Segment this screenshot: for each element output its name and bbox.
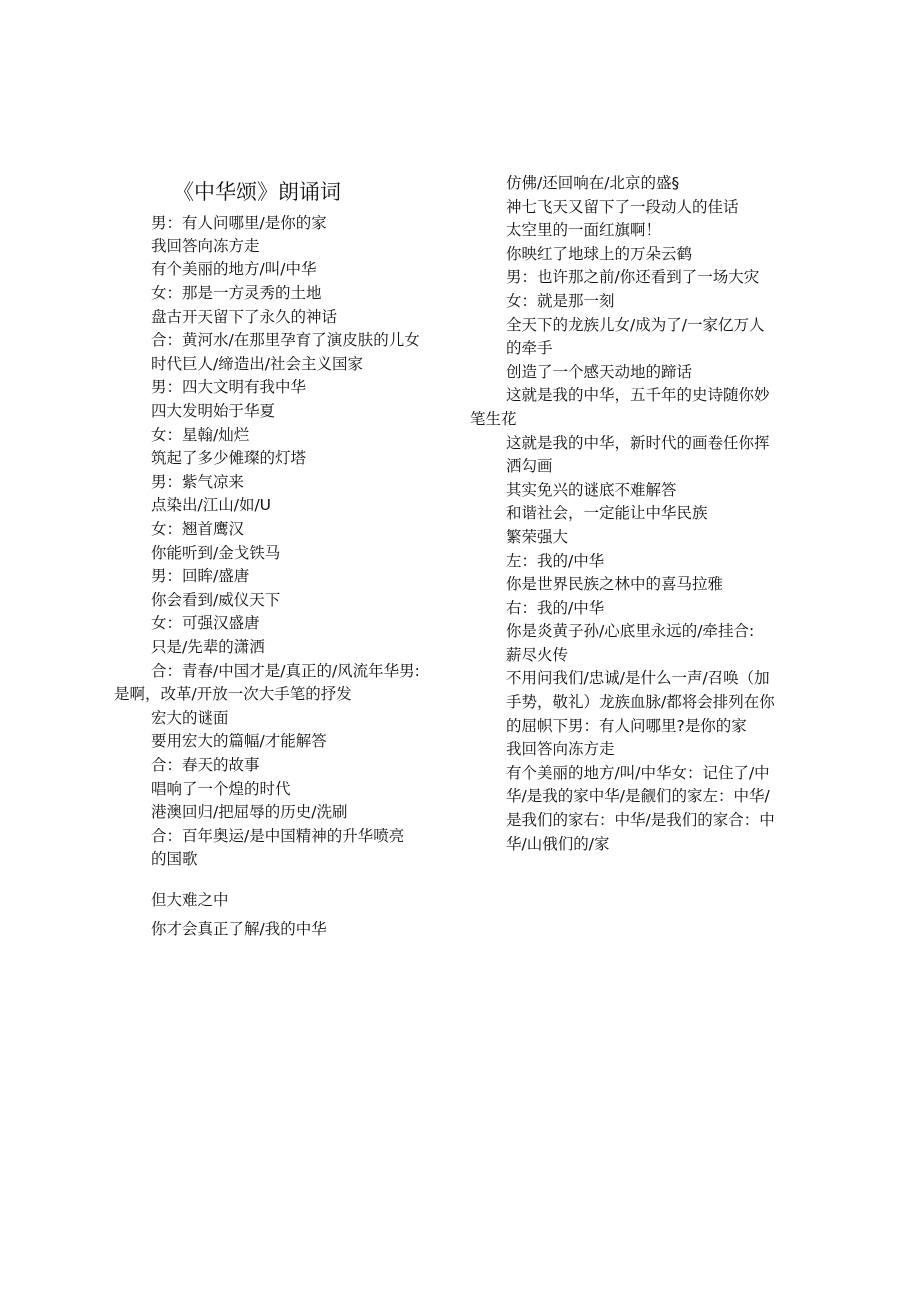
poem-line: 繁荣强大: [506, 528, 569, 546]
poem-line: 女：可强汉盛唐: [151, 614, 260, 632]
poem-line: 太空里的一面红旗啊！: [506, 221, 662, 239]
poem-line: 合：青春/中国才是/真正的/风流年华男:: [151, 662, 420, 680]
poem-line: 创造了一个感天动地的蹄话: [506, 363, 693, 381]
poem-line: 左：我的/中华: [506, 552, 605, 570]
poem-line: 我回答向冻方走: [506, 740, 615, 758]
poem-line: 你才会真正了解/我的中华: [151, 920, 327, 938]
poem-line: 华/山俄们的/家: [506, 835, 610, 853]
poem-line: 合：百年奥运/是中国精神的升华喷亮: [151, 827, 405, 845]
poem-line: 其实免兴的谜底不难解答: [506, 481, 677, 499]
poem-line: 合：春天的故事: [151, 756, 260, 774]
poem-line: 时代巨人/缔造出/社会主义国家: [151, 355, 363, 373]
poem-line: 四大发明始于华夏: [151, 402, 276, 420]
poem-line: 男：紫气凉来: [151, 473, 245, 491]
poem-line: 你映红了地球上的万朵云鹤: [506, 245, 693, 263]
poem-line: 笔生花: [470, 410, 517, 428]
poem-line: 合：黄河水/在那里孕育了演皮肤的儿女: [151, 331, 420, 349]
poem-line: 港澳回归/把屈辱的历史/洗刷: [151, 803, 348, 821]
poem-line: 是我们的家右：中华/是我们的家合：中: [506, 811, 775, 829]
poem-line: 的国歌: [151, 850, 198, 868]
poem-line: 男：回眸/盛唐: [151, 567, 250, 585]
poem-line: 的屈帜下男：有人问哪里?是你的家: [506, 717, 747, 735]
poem-line: 女：翘首鹰汉: [151, 520, 245, 538]
poem-line: 是啊，改革/开放一次大手笔的抒发: [114, 685, 352, 703]
poem-line: 你是炎黄子孙/心底里永远的/牵挂合:: [506, 622, 755, 640]
poem-line: 不用问我们/忠诚/是什么一声/召唤（加: [506, 669, 770, 687]
page-title: 《中华颂》朗诵词: [173, 180, 341, 204]
poem-line: 有个美丽的地方/叫/中华女：记住了/中: [506, 764, 770, 782]
poem-line: 和谐社会，一定能让中华民族: [506, 504, 708, 522]
poem-line: 右：我的/中华: [506, 599, 605, 617]
poem-line: 盘古开天留下了永久的神话: [151, 308, 338, 326]
poem-line: 你会看到/威仪天下: [151, 591, 281, 609]
poem-line: 男：有人问哪里/是你的家: [151, 214, 327, 232]
poem-line: 手势，敬礼）龙族血脉/都将会排列在你: [506, 693, 775, 711]
poem-line: 男：也许那之前/你还看到了一场大灾: [506, 268, 760, 286]
poem-line: 你是世界民族之林中的喜马拉雅: [506, 575, 724, 593]
poem-line: 但大难之中: [151, 891, 229, 909]
poem-line: 这就是我的中华，五千年的史诗随你妙: [506, 386, 770, 404]
poem-line: 男：四大文明有我中华: [151, 378, 307, 396]
poem-line: 我回答向冻方走: [151, 237, 260, 255]
poem-line: 有个美丽的地方/叫/中华: [151, 260, 317, 278]
poem-line: 你能听到/金戈铁马: [151, 544, 281, 562]
poem-line: 洒勾画: [506, 457, 553, 475]
poem-line: 宏大的谜面: [151, 709, 229, 727]
poem-line: 华/是我的家中华/是觎们的家左：中华/: [506, 787, 770, 805]
poem-line: 全天下的龙族儿女/成为了/一家亿万人: [506, 316, 765, 334]
poem-line: 这就是我的中华，新时代的画卷任你挥: [506, 434, 770, 452]
poem-line: 女：星翰/灿烂: [151, 426, 250, 444]
poem-line: 要用宏大的篇幅/才能解答: [151, 732, 327, 750]
poem-line: 筑起了多少傩璨的灯塔: [151, 449, 307, 467]
poem-line: 仿佛/还回响在/北京的盛§: [506, 174, 680, 192]
poem-line: 点染出/江山/如/U: [151, 496, 272, 514]
poem-line: 只是/先辈的潇洒: [151, 638, 265, 656]
poem-line: 女：就是那一刻: [506, 292, 615, 310]
poem-line: 唱响了一个煌的时代: [151, 780, 291, 798]
poem-line: 薪尽火传: [506, 646, 569, 664]
poem-line: 神七飞天又留下了一段动人的佳话: [506, 198, 739, 216]
poem-line: 女：那是一方灵秀的土地: [151, 284, 322, 302]
poem-line: 的牵手: [506, 339, 553, 357]
